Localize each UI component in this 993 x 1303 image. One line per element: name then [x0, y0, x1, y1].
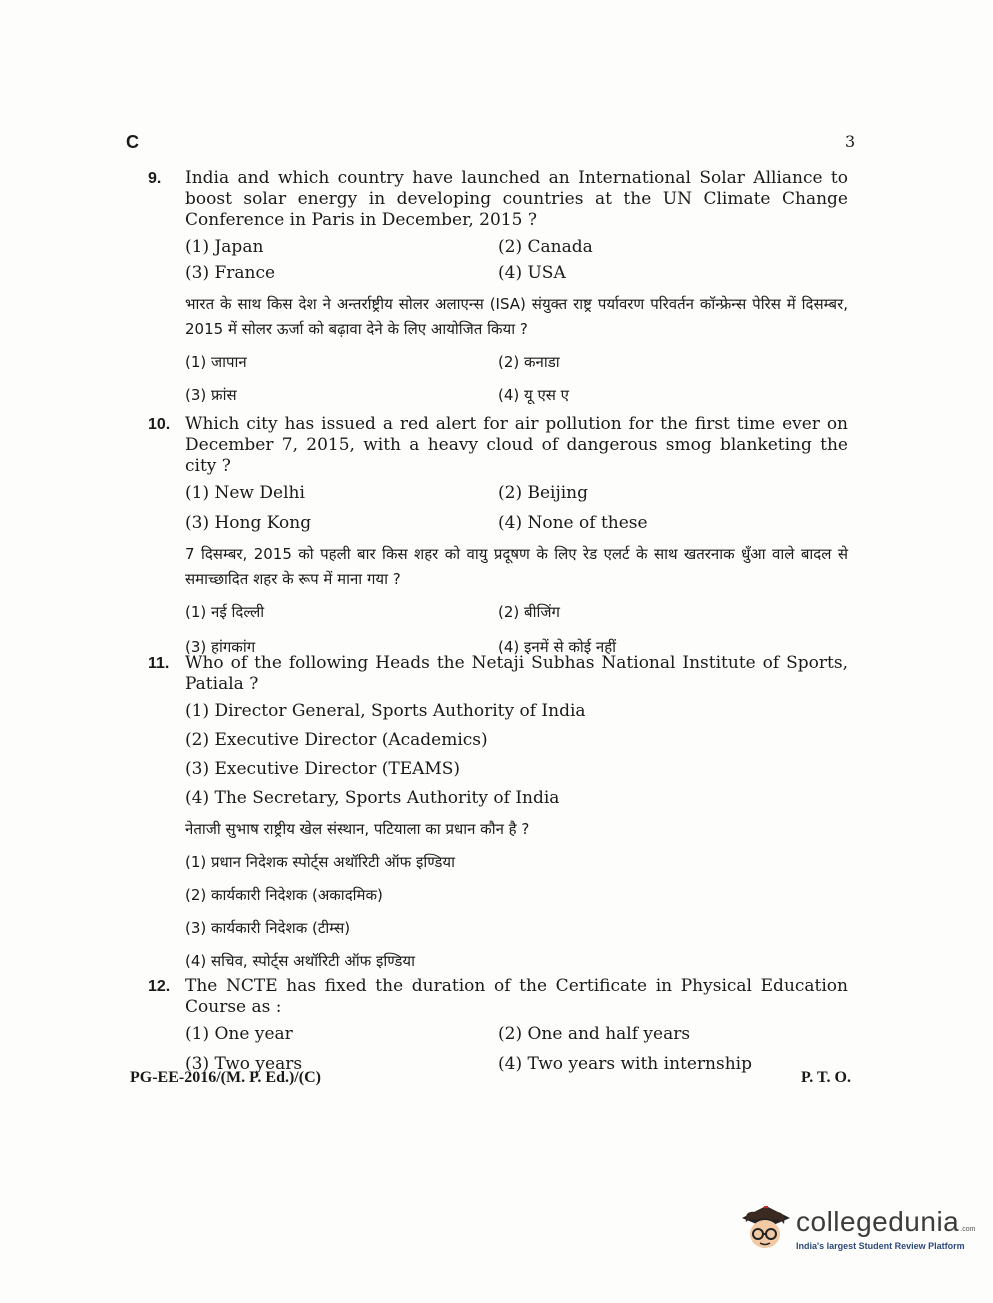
option-hindi: (1) नई दिल्ली	[185, 603, 265, 621]
option: (4) USA	[498, 263, 566, 283]
question-set-code: C	[126, 132, 139, 152]
options	[185, 237, 848, 284]
option: (2) Executive Director (Academics)	[185, 730, 488, 750]
option: (3) France	[185, 263, 276, 283]
option-hindi: (1) जापान	[185, 353, 247, 371]
option: (1) Japan	[185, 237, 264, 257]
option: (2) Beijing	[498, 483, 589, 503]
options	[185, 701, 848, 809]
options	[185, 483, 848, 534]
options	[185, 1024, 848, 1075]
option: (1) Director General, Sports Authority of India	[185, 701, 586, 721]
option: (4) The Secretary, Sports Authority of India	[185, 788, 560, 808]
question-number: 10.	[148, 416, 171, 433]
question-number: 9.	[148, 170, 162, 187]
question-text: India and which country have launched an International Solar Alliance to boost solar energy in developing countries at the UN Climate Change Conference in Paris in December, 2015 ?	[185, 168, 848, 230]
question-text: Which city has issued a red alert for air pollution for the first time ever on December 7, 2015, with a heavy cloud of dangerous smog blanketing the city ?	[185, 414, 848, 476]
brand-name: collegedunia	[796, 1206, 960, 1237]
page-number: 3	[845, 132, 856, 151]
option-hindi: (3) फ्रांस	[185, 386, 237, 404]
brand-tagline: India's largest Student Review Platform	[796, 1241, 965, 1251]
option: (4) None of these	[498, 513, 648, 533]
collegedunia-logo	[736, 1196, 976, 1260]
option-hindi: (4) इनमें से कोई नहीं	[498, 638, 617, 656]
question-number: 12.	[148, 978, 171, 995]
question-12	[148, 976, 848, 1075]
options-hindi	[185, 852, 848, 972]
paper-code: PG-EE-2016/(M. P. Ed.)/(C)	[130, 1069, 321, 1086]
question-10	[148, 414, 848, 658]
option-hindi: (1) प्रधान निदेशक स्पोर्ट्स अथॉरिटी ऑफ इण्डिया	[185, 853, 455, 871]
option: (2) Canada	[498, 237, 593, 257]
option-hindi: (4) यू एस ए	[498, 386, 569, 404]
brand-domain: .com	[960, 1226, 976, 1233]
question-text-hindi: 7 दिसम्बर, 2015 को पहली बार किस शहर को वायु प्रदूषण के लिए रेड एलर्ट के साथ खतरनाक धुँआ वाले बादल से समाच्छादित शहर के रूप में माना गया ?	[185, 545, 848, 588]
mascot-icon	[736, 1198, 794, 1256]
option-hindi: (4) सचिव, स्पोर्ट्स अथॉरिटी ऑफ इण्डिया	[185, 952, 415, 970]
option: (3) Hong Kong	[185, 513, 312, 533]
option: (4) Two years with internship	[498, 1054, 752, 1074]
option-hindi: (3) कार्यकारी निदेशक (टीम्स)	[185, 919, 351, 937]
option: (2) One and half years	[498, 1024, 691, 1044]
question-number: 11.	[148, 655, 170, 672]
question-text: Who of the following Heads the Netaji Subhas National Institute of Sports, Patiala ?	[185, 653, 848, 694]
option-hindi: (2) कार्यकारी निदेशक (अकादमिक)	[185, 886, 383, 904]
question-9	[148, 168, 848, 406]
option: (3) Executive Director (TEAMS)	[185, 759, 461, 779]
option-hindi: (2) बीजिंग	[498, 603, 560, 621]
question-11	[148, 653, 848, 972]
option-hindi: (3) हांगकांग	[185, 638, 256, 656]
options-hindi	[185, 352, 848, 406]
question-text-hindi: भारत के साथ किस देश ने अन्तर्राष्ट्रीय सोलर अलाएन्स (ISA) संयुक्त राष्ट्र पर्यावरण परिवर्तन कॉन्फ्रेन्स पेरिस में दिसम्बर, 2015 में सोलर ऊर्जा को बढ़ावा देने के लिए आयोजित किया ?	[185, 295, 848, 338]
question-text: The NCTE has fixed the duration of the Certificate in Physical Education Course as :	[185, 976, 848, 1017]
pto-label: P. T. O.	[801, 1069, 851, 1086]
option-hindi: (2) कनाडा	[498, 353, 560, 371]
option: (1) New Delhi	[185, 483, 305, 503]
question-text-hindi: नेताजी सुभाष राष्ट्रीय खेल संस्थान, पटियाला का प्रधान कौन है ?	[185, 820, 530, 838]
option: (3) Two years	[185, 1054, 303, 1074]
options-hindi	[185, 602, 848, 658]
option: (1) One year	[185, 1024, 293, 1044]
